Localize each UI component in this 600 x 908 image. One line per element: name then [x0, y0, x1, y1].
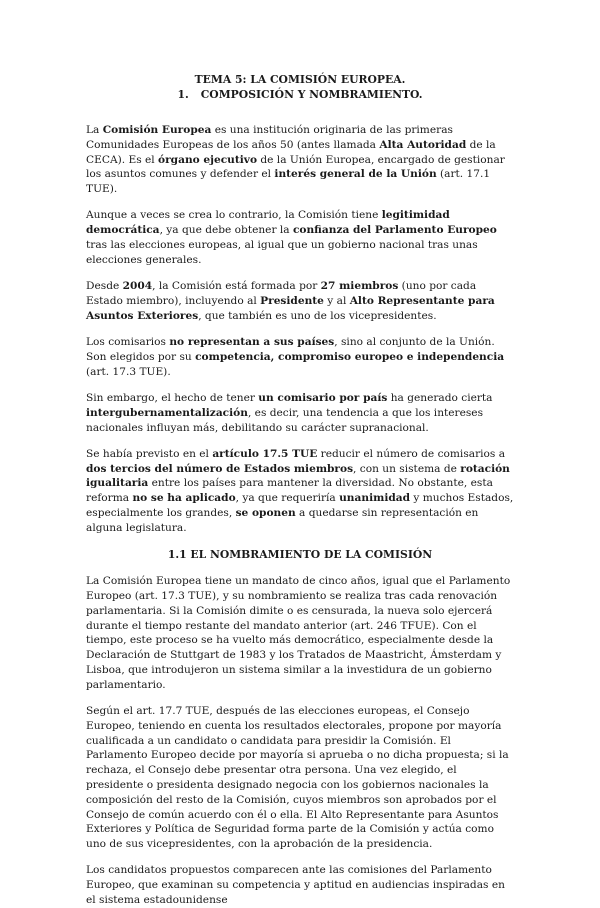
bold-text: rotación igualitaria [86, 462, 510, 490]
text-run: ha generado cierta [387, 391, 493, 404]
text-run: , ya que debe obtener la [159, 224, 293, 237]
text-run: Según el art. 17.7 TUE, después de las elecciones europeas, el Consejo Europeo, teniendo en cuenta los resultados electorales, propone por mayoría cualificada a un candidato o candidata para presidir la Comisión. El Parlamento Europeo decide por mayoría si aprueba o no dicha propuesta; si la rechaza, el Consejo debe presentar otra persona. Una vez elegido, el presidente o presidenta designado negocia con los gobiernos nacionales la composición del resto de la Comisión, cuyos miembros son aprobados por el Consejo de común acuerdo con él o ella. El Alto Representante para Asuntos Exteriores y Política de Seguridad forma parte de la Comisión y actúa como uno de sus vicepresidentes, con la aprobación de la presidencia. [86, 705, 509, 851]
text-run: La [86, 124, 103, 136]
text-run: (art. 17.1 TUE). [86, 168, 491, 196]
text-run: Sin embargo, el hecho de tener [86, 391, 259, 404]
text-run: de la CECA). Es el [86, 138, 496, 166]
text-run: y al [323, 294, 350, 307]
text-run: Aunque a veces se crea lo contrario, la Comisión tiene [86, 209, 382, 222]
paragraph [86, 863, 514, 907]
bold-text: intergubernamentalización [86, 406, 248, 419]
paragraph [86, 704, 514, 852]
paragraph [86, 279, 514, 323]
text-run: , que también es uno de los vicepresidentes. [198, 309, 437, 322]
paragraph [86, 391, 514, 435]
bold-text: Presidente [260, 294, 324, 307]
bold-text: órgano ejecutivo [158, 153, 258, 166]
text-run: Los candidatos propuestos comparecen ante las comisiones del Parlamento Europeo, que examinan su competencia y aptitud en audiencias inspiradas en el sistema estadounidense [86, 864, 505, 907]
paragraph [86, 447, 514, 536]
bold-text: artículo 17.5 TUE [212, 447, 318, 460]
text-run: entre los países para mantener la diversidad. No obstante, esta reforma [86, 477, 493, 505]
text-run: La Comisión Europea tiene un mandato de cinco años, igual que el Parlamento Europeo (art. 17.3 TUE), y su nombramiento se realiza tras cada renovación parlamentaria. Si la Comisión dimite o es censurada, la nueva solo ejercerá durante el tiempo restante del mandato anterior (art. 246 TFUE). Con el tiempo, este proceso se ha vuelto más democrático, especialmente desde la Declaración de Stuttgart de 1983 y los Tratados de Maastricht, Ámsterdam y Lisboa, que introdujeron un sistema similar a la investidura de un gobierno parlamentario. [86, 575, 511, 691]
bold-text: se oponen [235, 507, 296, 520]
bold-text: unanimidad [339, 492, 411, 505]
paragraph [86, 123, 514, 197]
intro-paragraphs [86, 123, 514, 536]
text-run: Se había previsto en el [86, 447, 213, 460]
text-run: a quedarse sin representación en alguna legislatura. [86, 507, 479, 534]
text-run: es una institución originaria de las primeras Comunidades Europeas de los años 50 (antes llamada [86, 124, 453, 151]
text-run: , la Comisión está formada por [152, 280, 321, 293]
title-block [86, 72, 514, 102]
bold-text: no se ha aplicado [132, 492, 236, 505]
text-run: reducir el número de comisarios a [317, 447, 506, 460]
bold-text: Alto Representante para Asuntos Exteriores [86, 294, 495, 322]
text-run: de la Unión Europea, encargado de gestionar los asuntos comunes y defender el [86, 153, 505, 181]
text-run: , sino al conjunto de la Unión. Son elegidos por su [86, 336, 495, 363]
paragraph [86, 335, 514, 379]
text-run: , es decir, una tendencia a que los intereses nacionales influyan más, debilitando su carácter supranacional. [86, 406, 484, 434]
bold-text: competencia, compromiso europeo e independencia [195, 350, 505, 363]
bold-text: dos tercios del número de Estados miembros [86, 462, 354, 475]
text-run: y muchos Estados, especialmente los grandes, [86, 492, 514, 520]
bold-text: Alta Autoridad [379, 138, 467, 151]
text-run: (uno por cada Estado miembro), incluyendo al [86, 280, 477, 307]
paragraph [86, 574, 514, 692]
text-run: (art. 17.3 TUE). [86, 365, 171, 378]
section-title [86, 87, 514, 102]
section-number: 1. [177, 88, 189, 101]
bold-text: interés general de la Unión [274, 168, 437, 181]
text-run: Desde [86, 280, 123, 293]
text-run: tras las elecciones europeas, al igual que un gobierno nacional tras unas elecciones generales. [86, 239, 478, 266]
bold-text: no representan a sus países [169, 336, 335, 349]
bold-text: legitimidad democrática [86, 209, 450, 237]
bold-text: confianza del Parlamento Europeo [292, 224, 497, 237]
section-title-text: COMPOSICIÓN Y NOMBRAMIENTO. [200, 88, 423, 101]
document-title: TEMA 5: LA COMISIÓN EUROPEA. [194, 73, 406, 86]
bold-text: Comisión Europea [102, 124, 212, 136]
bold-text: 27 miembros [320, 280, 399, 293]
bold-text: 2004 [122, 280, 153, 293]
bold-text: un comisario por país [258, 391, 388, 404]
subsection-heading: 1.1 EL NOMBRAMIENTO DE LA COMISIÓN [167, 548, 433, 562]
text-run: , con un sistema de [353, 462, 461, 475]
subsection-paragraphs [86, 574, 514, 908]
paragraph [86, 208, 514, 267]
text-run: Los comisarios [86, 336, 170, 349]
text-run: , ya que requeriría [235, 492, 340, 505]
